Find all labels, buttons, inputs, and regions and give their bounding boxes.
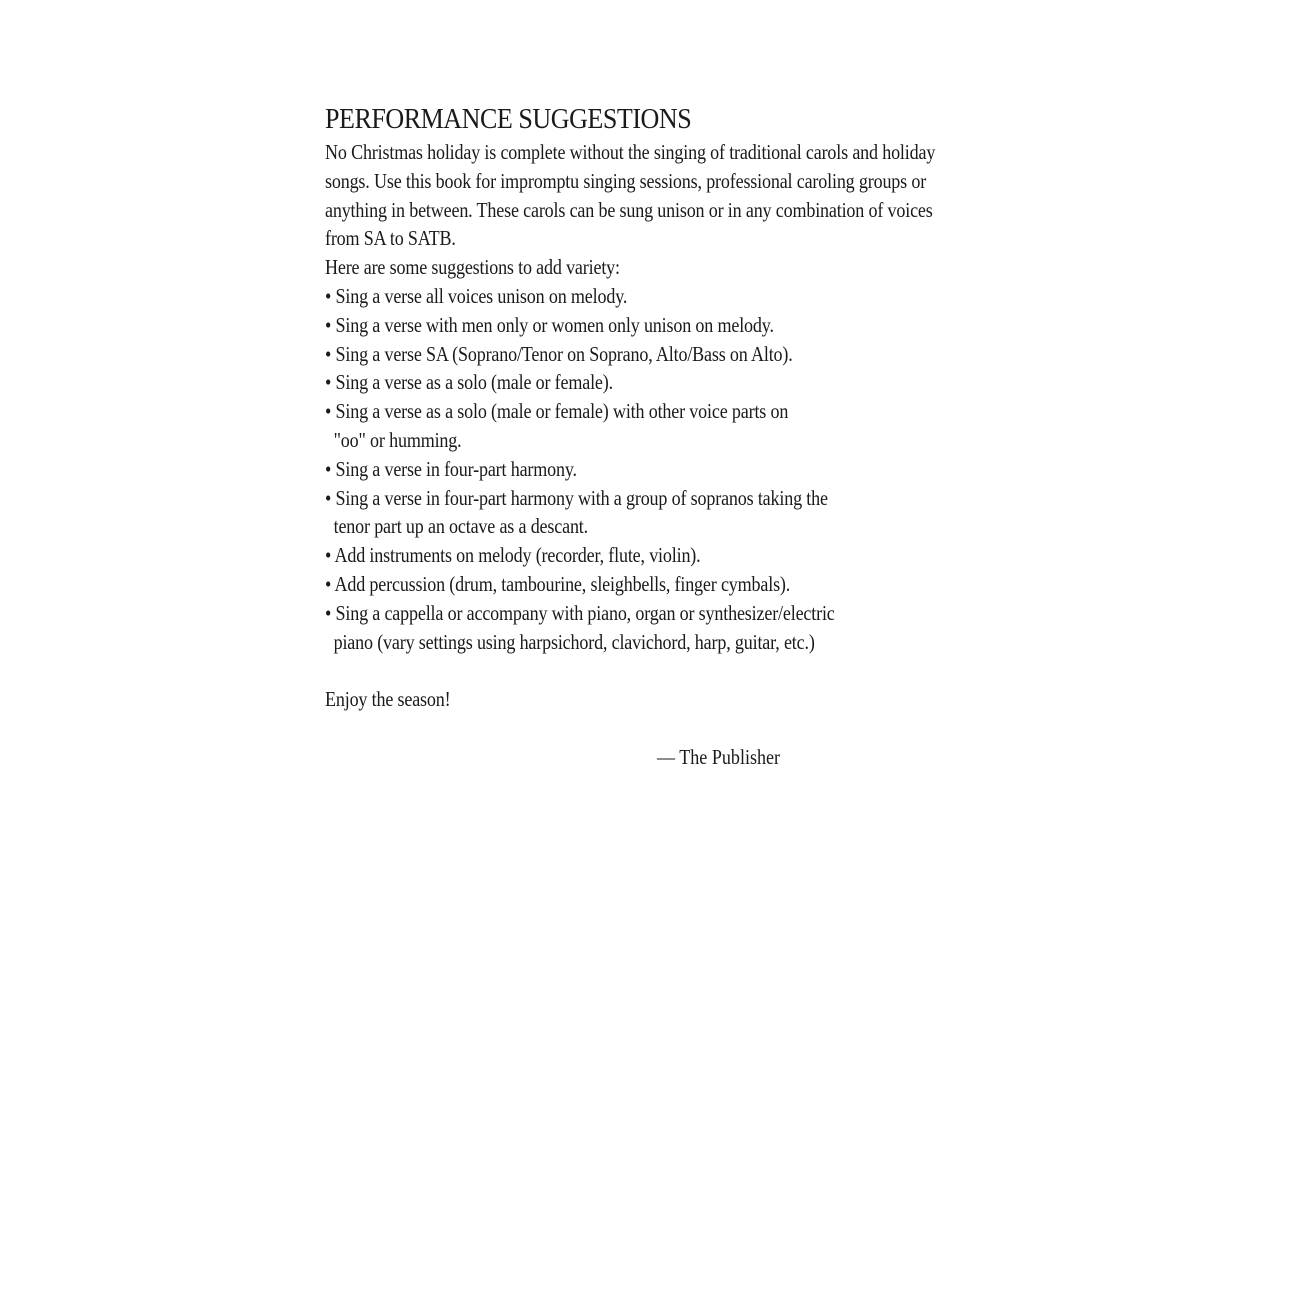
list-item: • Add percussion (drum, tambourine, sleighbells, finger cymbals). xyxy=(325,571,791,596)
list-item-continuation: tenor part up an octave as a descant. xyxy=(333,514,588,539)
list-item: • Sing a verse in four-part harmony with a group of sopranos taking the xyxy=(325,485,828,510)
signature: — The Publisher xyxy=(657,744,781,769)
list-item: • Sing a verse all voices unison on melody. xyxy=(325,283,628,308)
list-item: • Sing a cappella or accompany with piano, organ or synthesizer/electric xyxy=(325,600,835,625)
closing-line: Enjoy the season! xyxy=(325,687,451,712)
suggestions-lead-in: Here are some suggestions to add variety: xyxy=(325,255,620,280)
intro-paragraph xyxy=(325,138,985,253)
intro-line: songs. Use this book for impromptu singing sessions, professional caroling groups or xyxy=(325,168,927,193)
intro-line: No Christmas holiday is complete without the singing of traditional carols and holiday xyxy=(325,140,936,164)
list-item: • Sing a verse as a solo (male or female). xyxy=(325,370,613,395)
list-item: • Add instruments on melody (recorder, flute, violin). xyxy=(325,543,701,568)
list-item-continuation: piano (vary settings using harpsichord, clavichord, harp, guitar, etc.) xyxy=(333,629,815,654)
document-page xyxy=(325,102,985,772)
suggestions-list xyxy=(325,282,985,656)
list-item: • Sing a verse SA (Soprano/Tenor on Soprano, Alto/Bass on Alto). xyxy=(325,341,793,366)
spacer xyxy=(325,656,985,685)
list-item: • Sing a verse with men only or women only unison on melody. xyxy=(325,312,774,337)
list-item-continuation: "oo" or humming. xyxy=(333,427,462,452)
list-item: • Sing a verse in four-part harmony. xyxy=(325,456,577,481)
intro-line: anything in between. These carols can be sung unison or in any combination of voices xyxy=(325,197,933,222)
intro-line: from SA to SATB. xyxy=(325,226,456,251)
list-item: • Sing a verse as a solo (male or female) with other voice parts on xyxy=(325,399,789,424)
page-title: PERFORMANCE SUGGESTIONS xyxy=(325,104,692,135)
spacer xyxy=(325,714,985,743)
